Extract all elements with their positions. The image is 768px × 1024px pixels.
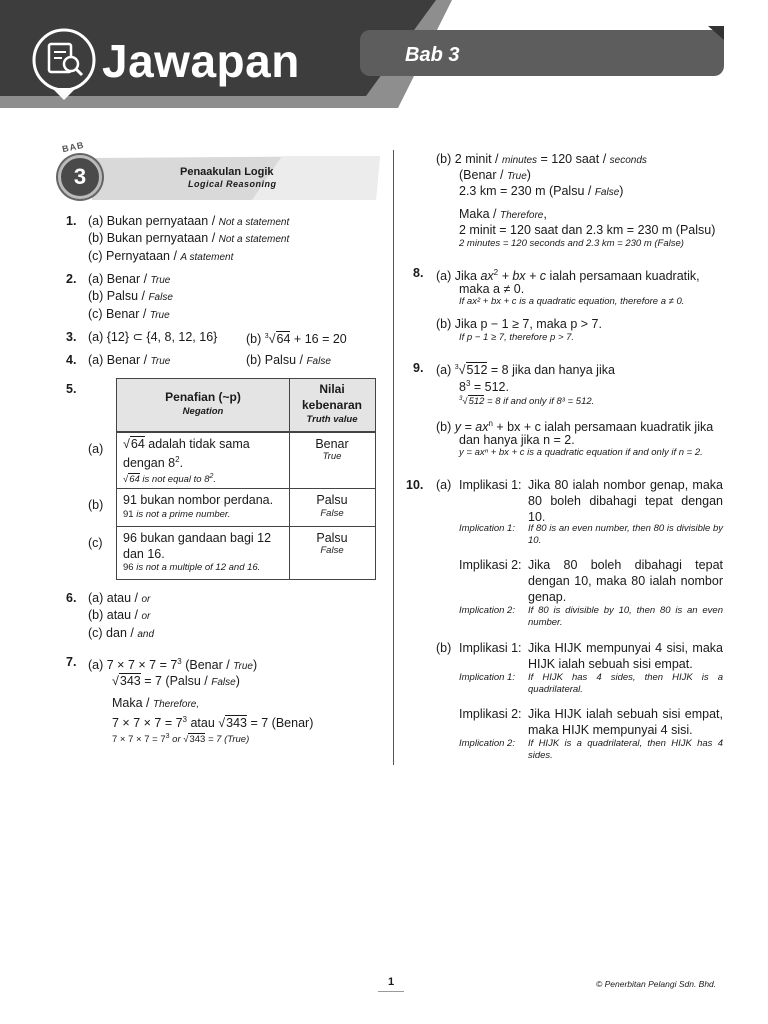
row-a-en: √64 is not equal to $8^2$. [123,473,217,486]
q10b-imp2-en-label: Implication 2: [459,738,515,749]
q1a: (a) Bukan pernyataan / Not a statement [88,214,290,228]
q6b: (b) atau / or [88,608,151,622]
q7b-line3: 2.3 km = 230 m (Palsu / False) [459,184,624,198]
q8b: (b) Jika p − 1 ≥ 7, maka p > 7. [436,317,602,331]
q7a-conclusion-en: $7 \times 7 \times 7 = 7^3$ or √343 = 7 (True) [112,733,250,746]
row-a-label: (a) [88,442,104,456]
q8b-en: If p − 1 ≥ 7, therefore p > 7. [459,332,575,343]
q3-number: 3. [66,330,77,344]
q2b: (b) Palsu / False [88,289,173,303]
header-negation-en: Negation [182,406,224,417]
row-b-value: Palsu [316,493,348,507]
header-negation: Penafian (~p) [165,390,241,404]
q9b-en: y = axⁿ + bx + c is a quadratic equation if and only if n = 2. [459,447,703,458]
q7b-line1: (b) 2 minit / minutes = 120 saat / seconds [436,152,647,166]
row-a-value: Benar [315,437,349,451]
page-number: 1 [378,976,404,992]
q9b-line1: (b) $y = ax^n$ + bx + c ialah persamaan kuadratik jika [436,419,714,435]
column-divider [393,150,394,765]
row-b-en: 91 is not a prime number. [123,509,231,520]
q7b-conclusion: 2 minit = 120 saat dan 2.3 km = 230 m (Palsu) [459,223,716,237]
q4-number: 4. [66,353,77,367]
q7b-maka: Maka / Therefore, [459,207,547,221]
q10a-imp2-en-label: Implication 2: [459,605,515,616]
chapter-label: Bab 3 [405,44,460,66]
row-c-value-en: False [320,545,344,556]
q10a-imp1-en: If 80 is an even number, then 80 is divisible by 10. [528,523,723,546]
row-b-value-en: False [320,508,344,519]
q10-number: 10. [406,478,424,492]
q7a-maka: Maka / Therefore, [112,696,200,710]
q10a-label: (a) [436,478,452,492]
q6-number: 6. [66,591,77,605]
row-c-value: Palsu [316,531,348,545]
q1-number: 1. [66,214,77,228]
q7a-line1: (a) $7 \times 7 \times 7 = 7^3$ (Benar / True) [88,657,258,673]
q9b-line2: dan hanya jika n = 2. [459,433,575,447]
negation-table [116,378,376,580]
row-a-value-en: True [322,451,342,462]
q1c: (c) Pernyataan / A statement [88,249,234,263]
row-c-label: (c) [88,536,103,550]
q10b-label: (b) [436,641,452,655]
q10a-imp2: Jika 80 boleh dibahagi tepat dengan 10, maka 80 ialah nombor genap. [528,558,723,604]
q10a-imp2-en: If 80 is divisible by 10, then 80 is an even number. [528,605,723,628]
q7a-line2: √343 = 7 (Palsu / False) [112,674,240,688]
topic-title-en: Logical Reasoning [188,179,277,189]
q9a-line2: $8^3 = 512$. [459,379,509,395]
q7-number: 7. [66,655,77,669]
row-b-label: (b) [88,498,104,512]
q10b-imp2-label: Implikasi 2: [459,707,522,721]
q6a: (a) atau / or [88,591,151,605]
q10b-imp1-en: If HIJK has 4 sides, then HIJK is a quadrilateral. [528,672,723,695]
q8a-en: If ax² + bx + c is a quadratic equation, therefore a ≠ 0. [459,296,685,307]
q7a-conclusion: $7 \times 7 \times 7 = 7^3$ atau √343 = 7 (Benar) [112,715,314,731]
q8a-line2: maka a ≠ 0. [459,282,525,296]
q10b-imp2-en: If HIJK is a quadrilateral, then HIJK has 4 sides. [528,738,723,761]
q10a-imp1: Jika 80 ialah nombor genap, maka 80 boleh dibahagi tepat dengan 10. [528,478,723,524]
q6c: (c) dan / and [88,626,155,640]
row-c-line2: dan 16. [123,547,165,561]
q5-number: 5. [66,382,77,396]
q10a-imp1-label: Implikasi 1: [459,478,522,492]
header-value-1: Nilai [319,382,345,396]
q8a-line1: (a) Jika $ax^2$ + bx + c ialah persamaan kuadratik, [436,268,700,284]
q10a-imp2-label: Implikasi 2: [459,558,522,572]
q3b: (b) $^3$√64 + 16 = 20 [246,332,347,347]
row-a-line1: √64 adalah tidak sama [123,437,250,451]
q9a-line1: (a) $^3$√512 = 8 jika dan hanya jika [436,363,615,378]
row-b-line1: 91 bukan nombor perdana. [123,493,274,507]
q1b: (b) Bukan pernyataan / Not a statement [88,231,290,245]
q9a-en: $^3$√512 = 8 if and only if 8³ = 512. [459,396,595,408]
q10b-imp1-label: Implikasi 1: [459,641,522,655]
topic-title: Penaakulan Logik [180,166,274,178]
chapter-number-badge: 3 [58,155,102,199]
header-value-2: kebenaran [301,398,363,412]
row-a-line2: dengan $8^2$. [123,455,184,471]
q9-number: 9. [413,361,424,375]
q3a: (a) {12} ⊂ {4, 8, 12, 16} [88,330,218,344]
q4a: (a) Benar / True [88,353,171,367]
row-c-en: 96 is not a multiple of 12 and 16. [123,562,261,573]
q10b-imp1: Jika HIJK mempunyai 4 sisi, maka HIJK ialah sebuah sisi empat. [528,641,723,671]
copyright: © Penerbitan Pelangi Sdn. Bhd. [596,979,717,989]
q8-number: 8. [413,266,424,280]
q10a-imp1-en-label: Implication 1: [459,523,515,534]
q2c: (c) Benar / True [88,307,170,321]
q2a: (a) Benar / True [88,272,171,286]
bab-word: BAB [61,139,86,155]
q2-number: 2. [66,272,77,286]
q7b-line2: (Benar / True) [459,168,531,182]
q10b-imp1-en-label: Implication 1: [459,672,515,683]
q10b-imp2: Jika HIJK ialah sebuah sisi empat, maka HIJK mempunyai 4 sisi. [528,707,723,737]
page-title: Jawapan [102,35,300,87]
q4b: (b) Palsu / False [246,353,331,367]
topic-banner [92,156,380,200]
row-c-line1: 96 bukan gandaan bagi 12 [123,531,272,545]
q7b-conclusion-en: 2 minutes = 120 seconds and 2.3 km = 230 m (False) [459,238,684,249]
header-value-en: Truth value [306,414,358,425]
